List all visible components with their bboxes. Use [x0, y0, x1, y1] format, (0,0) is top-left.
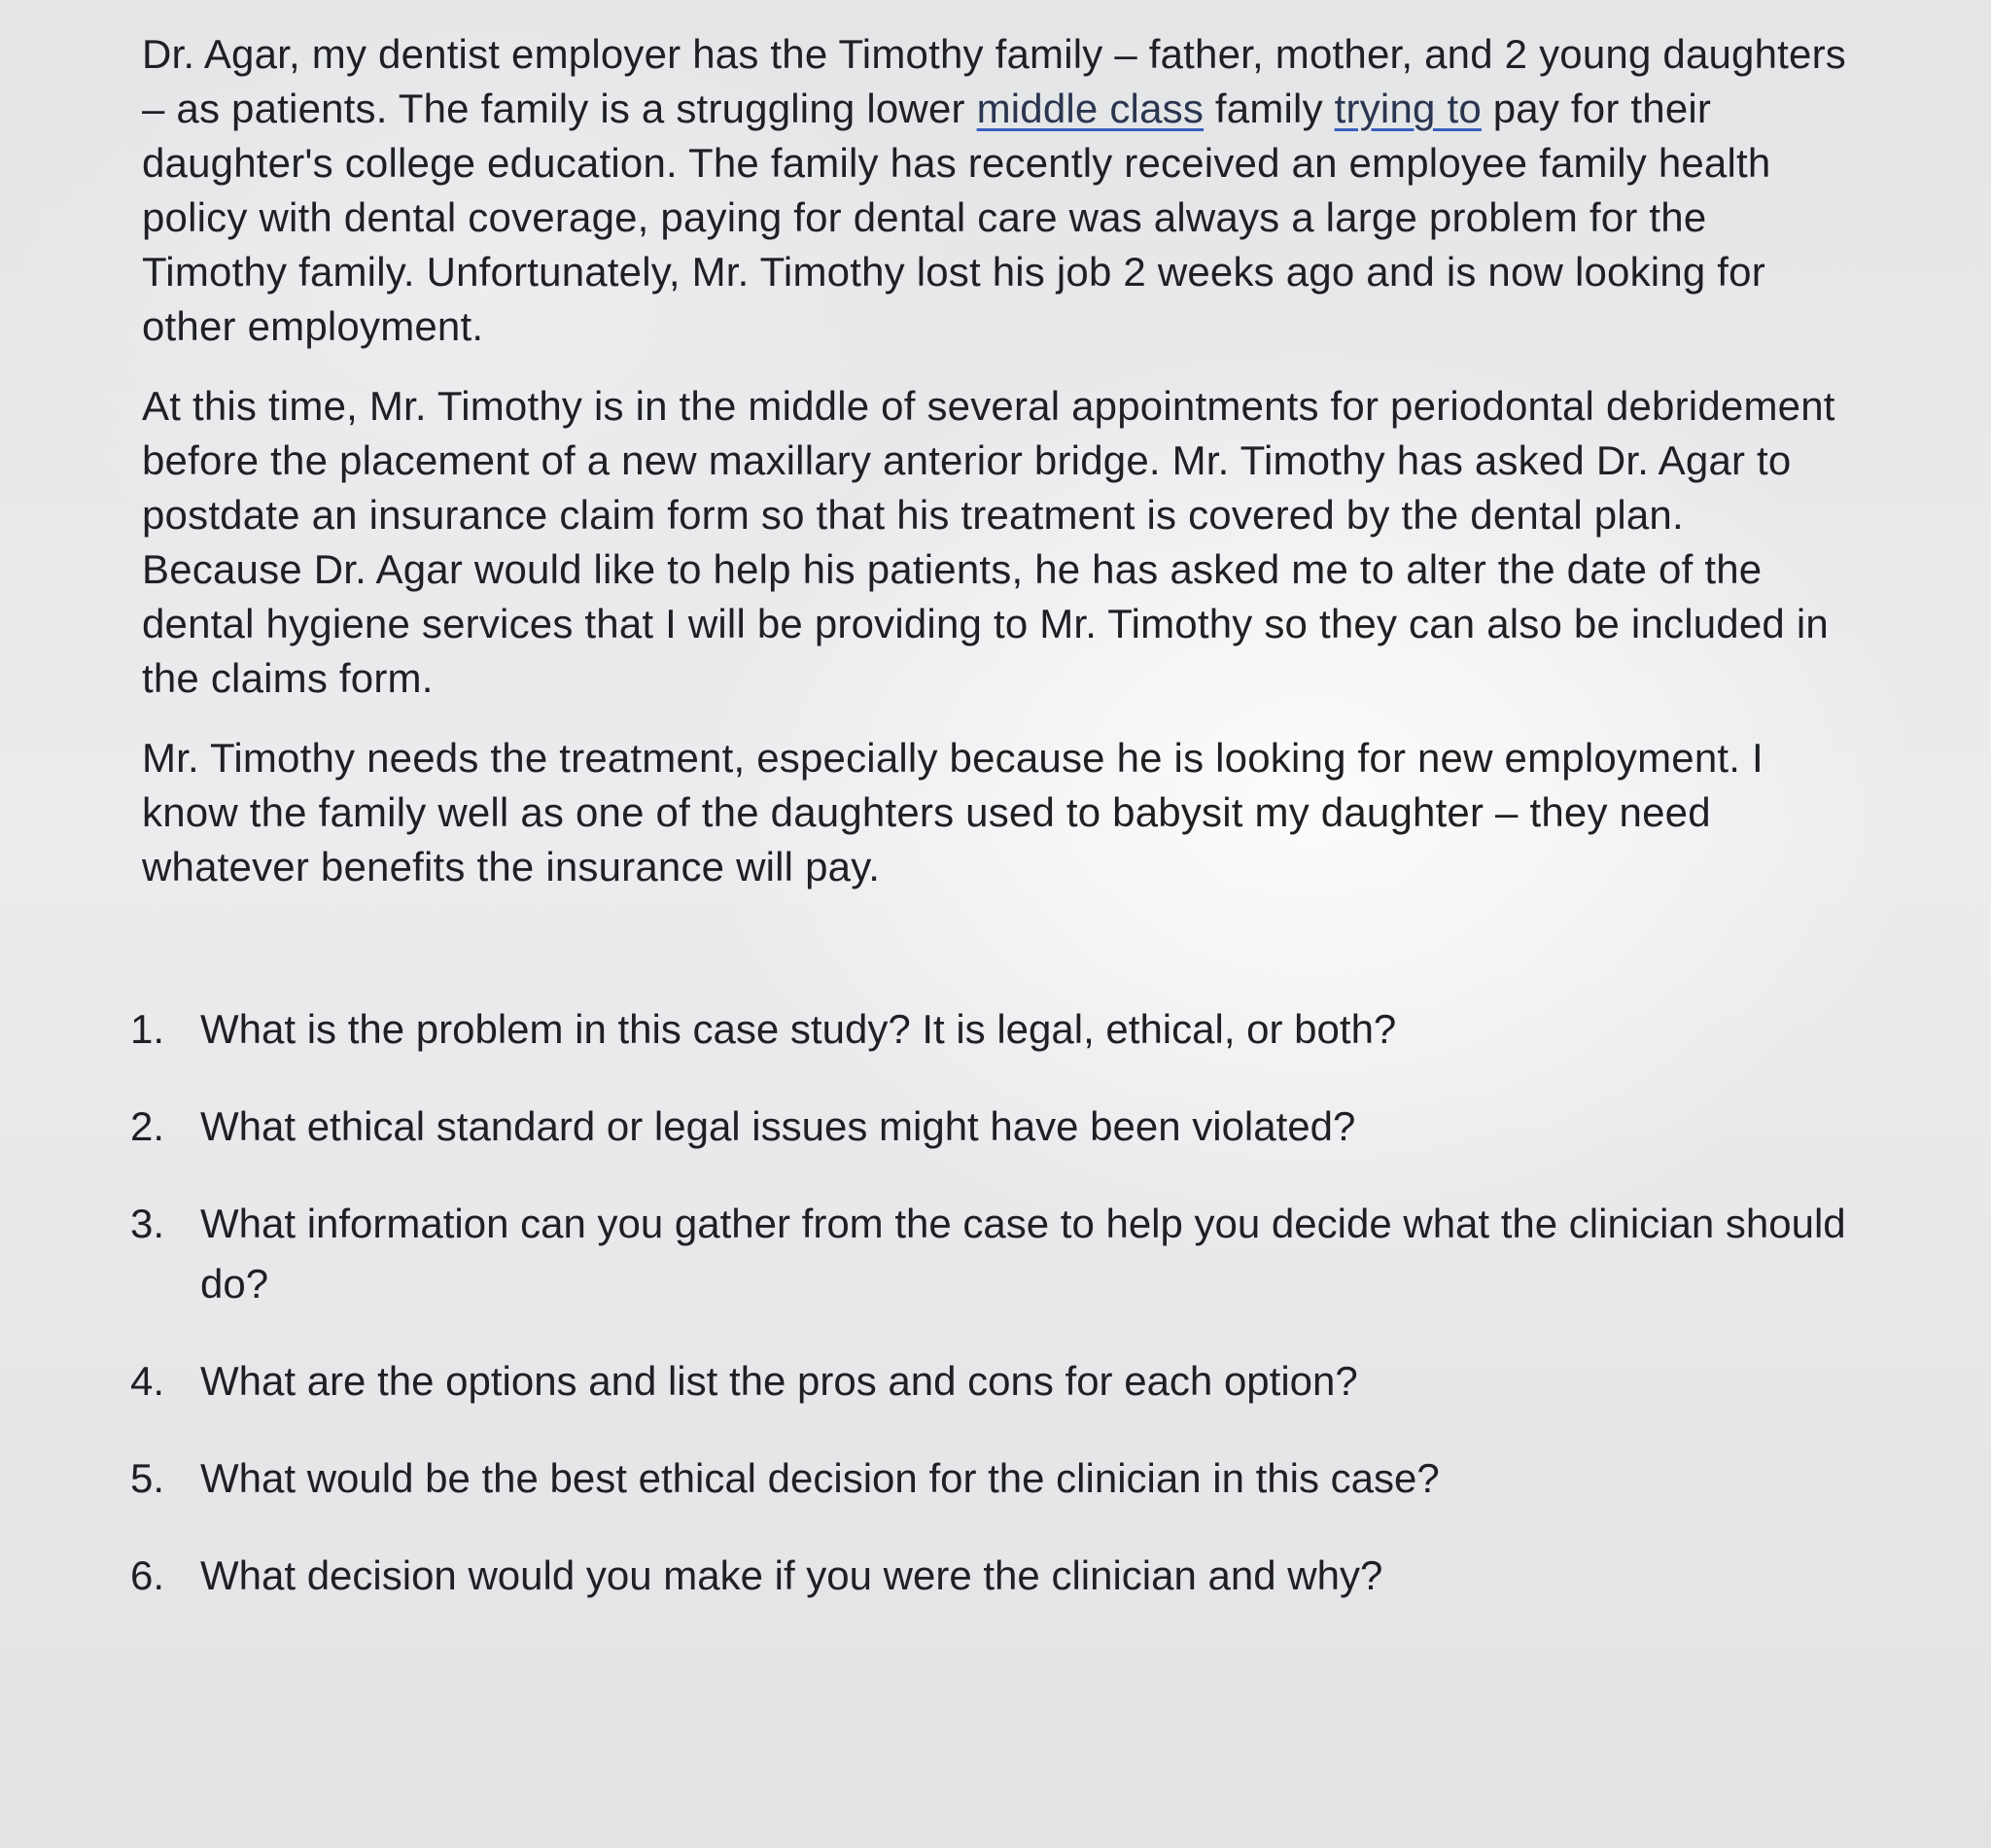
question-number: 3. — [130, 1201, 165, 1246]
paragraph-intro — [142, 27, 1853, 354]
question-number: 2. — [130, 1103, 165, 1149]
paragraph-intro-part1: Dr. Agar, my dentist employer has the Timothy family – father, mother, and 2 young daughters – as patients. The family is a struggling lower — [142, 31, 1846, 131]
underlined-phrase-middle-class: middle class — [976, 86, 1205, 131]
question-text: What information can you gather from the case to help you decide what the clinician should do? — [200, 1201, 1846, 1307]
question-text: What ethical standard or legal issues might have been violated? — [200, 1103, 1356, 1149]
question-item — [130, 1097, 1870, 1157]
question-text: What are the options and list the pros and cons for each option? — [200, 1358, 1358, 1404]
question-item — [130, 1194, 1870, 1314]
question-item — [130, 1351, 1870, 1412]
question-text: What would be the best ethical decision for the clinician in this case? — [200, 1455, 1440, 1501]
question-number: 4. — [130, 1358, 165, 1404]
paragraph-intro-part3: pay for their daughter's college education. The family has recently received an employee family health policy with dental coverage, paying for dental care was always a large problem for the Timothy family. Unfortunately, Mr. Timothy lost his job 2 weeks ago and is now looking for other employment. — [142, 86, 1771, 349]
underlined-phrase-trying-to: trying to — [1334, 86, 1482, 131]
question-number: 6. — [130, 1552, 165, 1598]
question-item — [130, 999, 1870, 1060]
question-item — [130, 1448, 1870, 1509]
question-number: 5. — [130, 1455, 165, 1501]
question-text: What is the problem in this case study? It is legal, ethical, or both? — [200, 1006, 1397, 1052]
question-item — [130, 1546, 1870, 1606]
question-text: What decision would you make if you were the clinician and why? — [200, 1552, 1383, 1598]
paragraph-intro-part2: family — [1204, 86, 1335, 131]
question-number: 1. — [130, 1006, 165, 1052]
paragraph-situation: At this time, Mr. Timothy is in the middle of several appointments for periodontal debridement before the placement of a new maxillary anterior bridge. Mr. Timothy has asked Dr. Agar to postdate an insurance claim form so that his treatment is covered by the dental plan. Because Dr. Agar would like to help his patients, he has asked me to alter the date of the dental hygiene services that I will be providing to Mr. Timothy so they can also be included in the claims form. — [142, 383, 1835, 701]
case-study-text — [142, 27, 1853, 920]
paragraph-context: Mr. Timothy needs the treatment, especially because he is looking for new employment. I know the family well as one of the daughters used to babysit my daughter – they need whatever benefits the insurance will pay. — [142, 735, 1764, 889]
question-list — [130, 999, 1870, 1643]
